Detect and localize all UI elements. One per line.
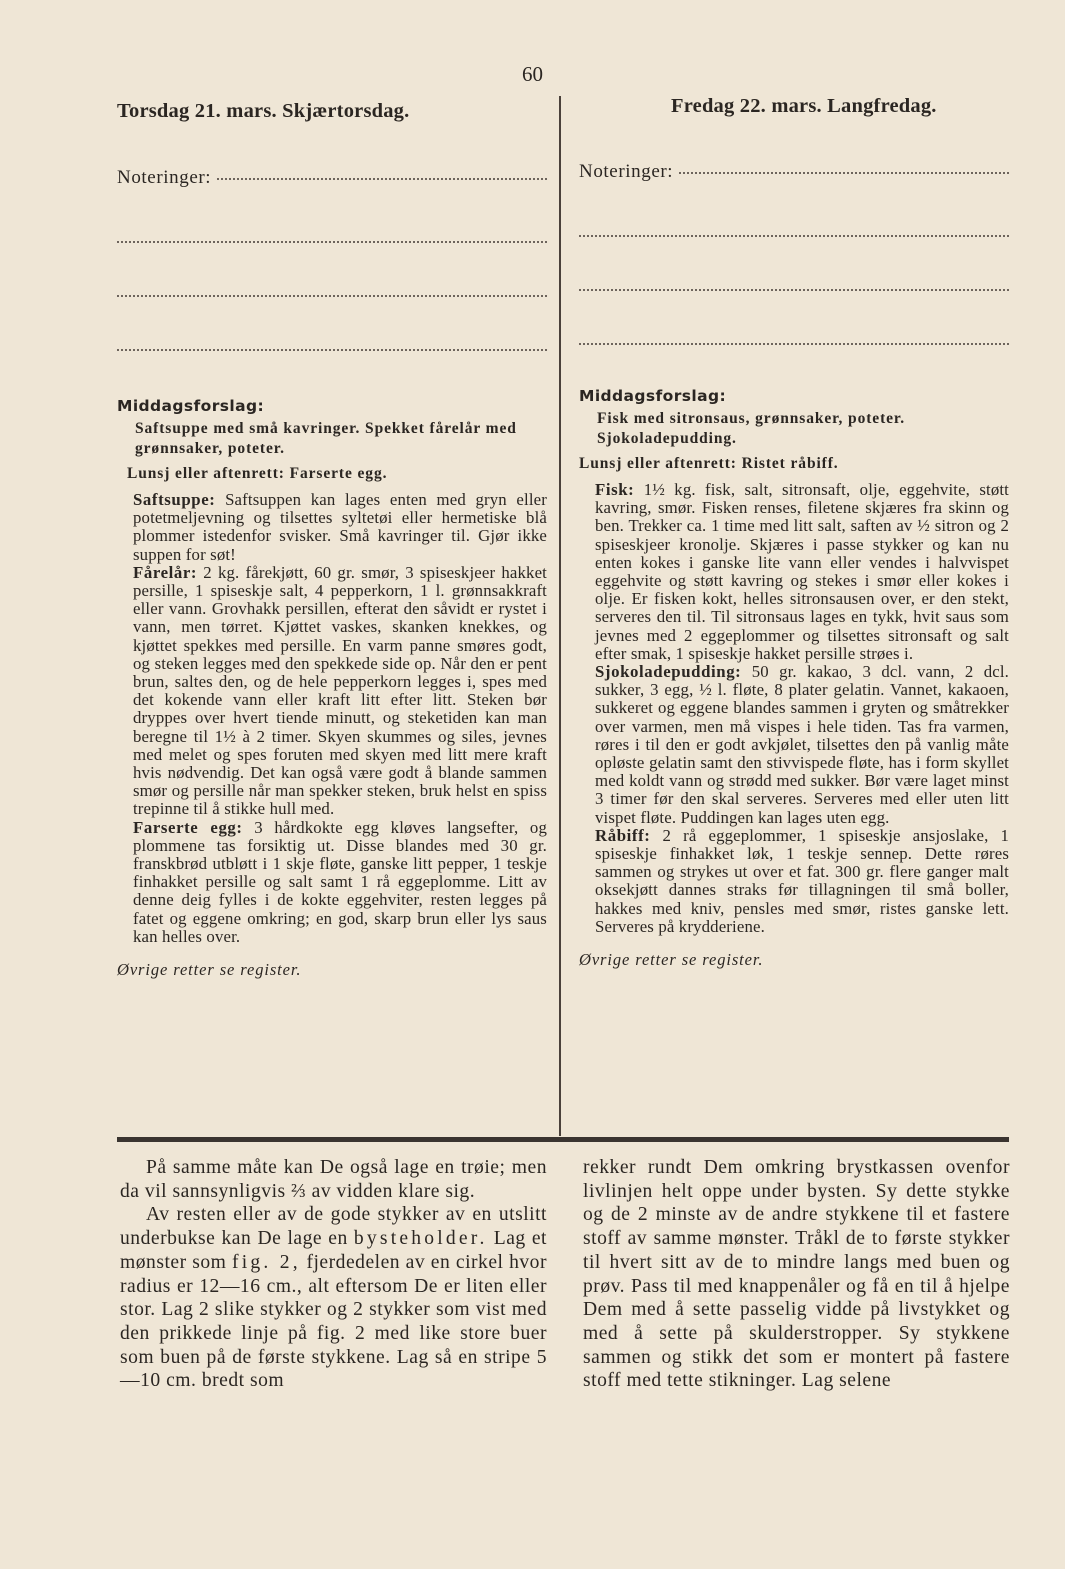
section-rule xyxy=(117,1137,1009,1142)
text-paragraph: rekker rundt Dem omkring brystkassen ovenfor livlinjen helt oppe under bysten. Sy dette stykke og de 2 minste av de andre stykkene til et fastere stoff av samme mønster. Tråkl de to første stykker til hvert sitt av de to mindre langs med buen og prøv. Pass til med knappenåler og få en til å hjelpe Dem med å sette passelig vidde på livstykket og med å sette på skulderstropper. Sy stykkene sammen og stikk det som er montert på fastere stoff med tette stikninger. Lag selene xyxy=(583,1157,1010,1392)
notes-dotted-line xyxy=(117,241,547,243)
recipe-title: Fårelår: xyxy=(133,562,198,582)
notes-label: Noteringer: xyxy=(117,167,212,188)
recipe-paragraph xyxy=(579,827,1009,936)
recipe-paragraph xyxy=(117,564,547,819)
notes-dotted-line xyxy=(117,295,547,297)
recipe-paragraph xyxy=(579,481,1009,663)
recipe-title: Sjokoladepudding: xyxy=(595,662,742,682)
notes-dotted-line xyxy=(217,178,547,180)
notes-dotted-line xyxy=(579,289,1009,291)
notes-dotted-line xyxy=(579,235,1009,237)
emphasized-term: fig. 2, xyxy=(232,1251,301,1273)
thursday-column xyxy=(117,100,547,980)
text-run: Lag et mønster som xyxy=(120,1228,547,1273)
dinner-proposal: Fisk med sitronsaus, grønnsaker, poteter. Sjokoladepudding. xyxy=(597,410,906,447)
recipe-title: Råbiff: xyxy=(595,825,651,845)
recipe-body: 2 kg. fårekjøtt, 60 gr. smør, 3 spiseskjeer hakket persille, 1 spiseskje salt, 4 pepperkorn, 1 l. grønnsakkraft eller vann. Grovhakk persillen, efterat den såvidt er rystet i vann, men tørret. Kjøttet vaskes, skanken knekkes, og kjøttet spekkes med persille. En varm panne smøres godt, og steken legges med den spekkede side op. Når den er pent brun, saltes den, og de hele pepperkorn legges i, spes med det kokende vann eller kraft litt efter litt. Steken bør dryppes over hvert tiende minutt, og steketiden kan man beregne til 1½ à 2 timer. Skyen skummes og siles, jevnes med melet og spes foruten med skyen med litt mere kraft hvis nødvendig. Det kan også være godt å blande sammen smør og persille når man spekker steken, bruk helst en spiss trepinne til å stikke hull med. xyxy=(133,562,547,819)
see-register-note: Øvrige retter se register. xyxy=(117,960,302,980)
recipe-text xyxy=(579,481,1009,936)
recipe-body: 3 hårdkokte egg kløves langsefter, og plommene tas forsiktig ut. Disse blandes med 30 gr. franskbrød utbløtt i 1 skje fløte, ganske litt pepper, 1 teskje finhakket persille og salt samt 1 rå eggeplomme. Litt av denne deig fylles i de kokte eggehviter, resten legges på fatet og eggene omkring; en god, skarp brun eller lys saus kan helles over. xyxy=(133,817,547,946)
notes-dotted-line xyxy=(679,172,1009,174)
sewing-text-right xyxy=(583,1156,1010,1393)
notes-label: Noteringer: xyxy=(579,161,674,182)
recipe-body: 2 rå eggeplommer, 1 spiseskje ansjoslake, 1 spiseskje finhakket løk, 1 teskje sennep. Dette røres sammen og strykes ut over et fat. 300 gr. flere ganger malt oksekjøtt dannes straks før tillagningen til små boller, hakkes med kniv, pensles med smør, ristes ganske lett. Serveres på krydderiene. xyxy=(595,825,1009,936)
recipe-paragraph xyxy=(117,819,547,946)
emphasized-term: bysteholder. xyxy=(353,1228,488,1250)
dinner-proposal: Saftsuppe med små kavringer. Spekket fårelår med grønnsaker, poteter. xyxy=(135,420,517,457)
recipe-title: Saftsuppe: xyxy=(133,490,216,509)
text-paragraph: På samme måte kan De også lage en trøie; men da vil sannsynligvis ⅔ av vidden klare sig. xyxy=(120,1157,547,1202)
recipe-body: 50 gr. kakao, 3 dcl. vann, 2 dcl. sukker, 3 egg, ½ l. fløte, 8 plater gelatin. Vannet, kakaoen, sukkeret og eggene blandes sammen i gryten og småtrekker over varmen, men må vispes i hele tiden. Tas fra varmen, røres i til den er godt avkjølet, tilsettes den på vanlig måte opløste gelatin samt den stivvispede fløte, has i form skyllet med koldt vann og strødd med sukker. Bør være laget minst 3 timer før den skal serveres. Serveres med eller uten litt vispet fløte. Puddingen kan lages uten egg. xyxy=(595,662,1009,827)
recipe-body: 1½ kg. fisk, salt, sitronsaft, olje, eggehvite, støtt kavring, smør. Fisken renses, filetene skjæres fra skinn og ben. Trekker ca. 1 time med litt salt, saften av ½ sitron og 2 spiseskjeer kronolje. Skjæres i passe stykker og kan nu enten kokes i ganske lite vann eller vendes i halvvispet eggehvite og støtt kavring og stekes i smør eller kokes i olje. Er fisken kokt, helles sitronsausen over, er den stekt, serveres den til. Til sitronsaus lages en tykk, hvit saus som jevnes med 2 eggeplommer og tilsettes sitronsaft og salt efter smak, 1 spiseskje hakket persille strøes i. xyxy=(595,480,1009,663)
friday-column xyxy=(579,95,1009,970)
lunch-proposal: Lunsj eller aftenrett: Farserte egg. xyxy=(127,465,388,482)
page-number: 60 xyxy=(522,62,543,86)
dinner-suggestion-label: Middagsforslag: xyxy=(117,397,265,415)
day-heading-thursday: Torsdag 21. mars. Skjærtorsdag. xyxy=(117,100,410,122)
recipe-body: Saftsuppen kan lages enten med gryn eller potetmeljevning og tilsettes syltetøi eller hermetiske blå plommer istedenfor svisker. Små kavringer til. Gjør ikke suppen for søt! xyxy=(133,490,547,564)
notes-section xyxy=(117,167,547,351)
text-run: Av resten eller av de gode stykker av en utslitt underbukse kan De lage en xyxy=(120,1204,547,1250)
see-register-note: Øvrige retter se register. xyxy=(579,950,764,970)
notes-dotted-line xyxy=(579,343,1009,345)
day-heading-friday: Fredag 22. mars. Langfredag. xyxy=(671,95,937,117)
dinner-suggestion-label: Middagsforslag: xyxy=(579,387,727,405)
notes-section xyxy=(579,161,1009,345)
notes-dotted-line xyxy=(117,349,547,351)
recipe-title: Fisk: xyxy=(595,480,635,499)
lunch-proposal: Lunsj eller aftenrett: Ristet råbiff. xyxy=(579,455,839,472)
recipe-paragraph xyxy=(579,663,1009,827)
text-run: fjerdedelen av en cirkel hvor radius er 12—16 cm., alt eftersom De er liten eller stor. Lag 2 slike stykker og 2 stykker som vist med den prikkede linje på fig. 2 med like store buer som buen på de første stykkene. Lag så en stripe 5—10 cm. bredt som xyxy=(120,1251,547,1392)
text-paragraph xyxy=(120,1203,547,1393)
sewing-text-left xyxy=(120,1156,547,1393)
column-divider xyxy=(559,96,561,1136)
recipe-text xyxy=(117,491,547,946)
recipe-paragraph xyxy=(117,491,547,564)
recipe-title: Farserte egg: xyxy=(133,817,243,837)
